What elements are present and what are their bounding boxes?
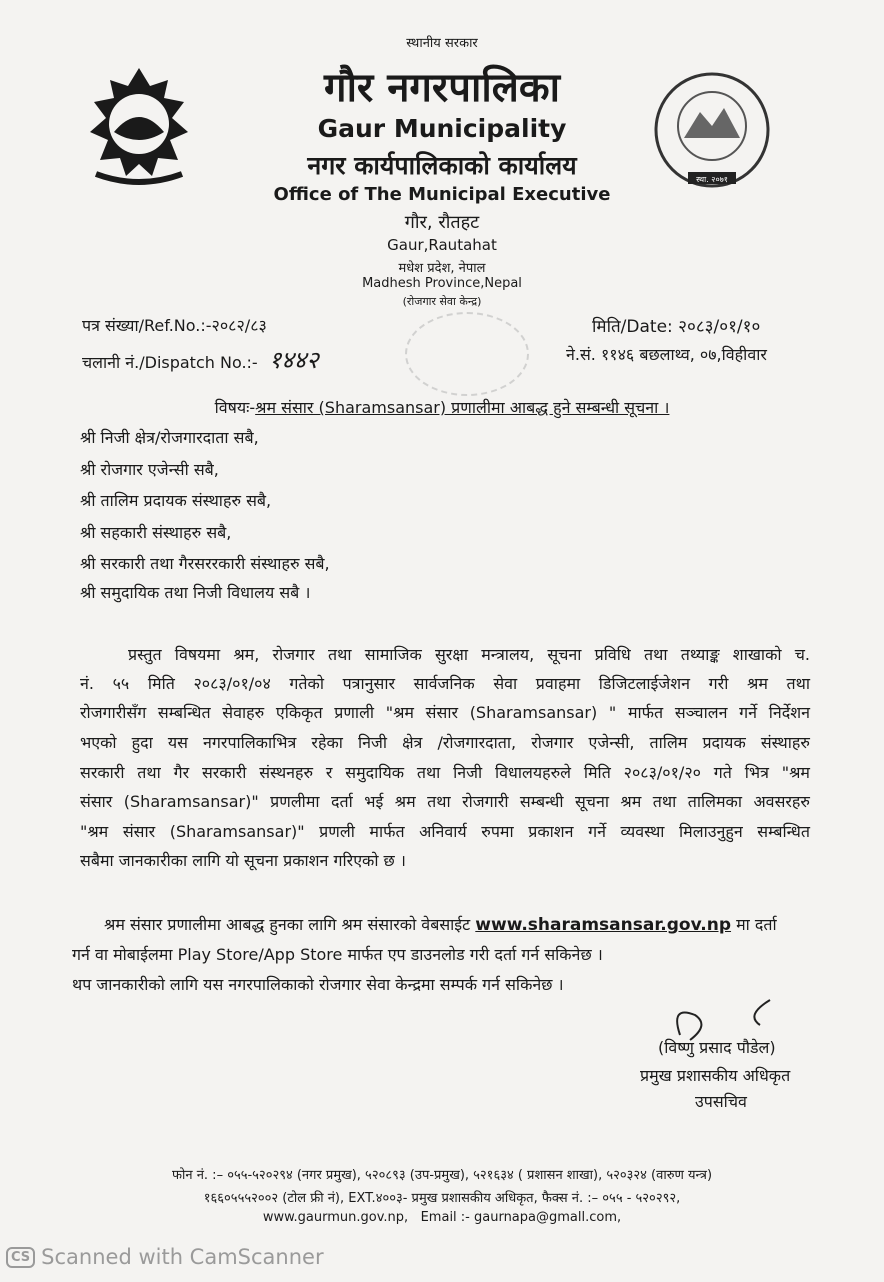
- date: मिति/Date: २०८३/०१/१०: [592, 317, 761, 337]
- recipient: श्री रोजगार एजेन्सी सबै,: [80, 460, 219, 479]
- dispatch-number: १४४२: [268, 346, 319, 374]
- subject-label: विषयः-: [214, 398, 256, 417]
- office-name-np: नगर कार्यपालिकाको कार्यालय: [307, 151, 577, 180]
- subject-text: श्रम संसार (Sharamsansar) प्रणालीमा आबद्ध हुने सम्बन्धी सूचना ।: [255, 398, 670, 417]
- subject: [0, 396, 884, 418]
- body-line: सबैमा जानकारीका लागि यो सूचना प्रकाशन गरिएको छ ।: [80, 851, 406, 870]
- footer-web-email: [0, 1210, 884, 1225]
- camscanner-icon: CS: [6, 1247, 35, 1268]
- recipient: श्री सहकारी संस्थाहरु सबै,: [80, 523, 232, 542]
- unit-label: (रोजगार सेवा केन्द्र): [402, 295, 482, 308]
- local-gov-label: स्थानीय सरकार: [406, 36, 478, 51]
- body-line: सरकारी तथा गैर सरकारी संस्थनहरु र समुदायिक तथा निजी विधालयहरुले मिति २०८३/०१/२० गते भित्र "श्रम: [80, 763, 810, 782]
- municipality-name-np: गौर नगरपालिका: [324, 65, 560, 111]
- body-line: प्रस्तुत विषयमा श्रम, रोजगार तथा सामाजिक सुरक्षा मन्त्रालय, सूचना प्रविधि तथा तथ्याङ्क शाखाको च.: [128, 645, 810, 664]
- seal-year: स्था. २०७१: [696, 175, 728, 184]
- place-np: गौर, रौतहट: [404, 212, 480, 233]
- body-line: रोजगारीसँग सम्बन्धित सेवाहरु एकिकृत प्रणाली "श्रम संसार (Sharamsansar) " मार्फत सञ्चालन गर्ने निर्देशन: [80, 703, 810, 722]
- signatory-rank: उपसचिव: [695, 1092, 747, 1111]
- dispatch-label: [82, 343, 319, 376]
- body-line: नं. ५५ मिति २०८३/०१/०४ गतेको पत्रानुसार सार्वजनिक सेवा प्रवाहमा डिजिटलाईजेशन गरी श्रम तथा: [80, 674, 810, 693]
- app-store-line: गर्न वा मोबाईलमा Play Store/App Store मार्फत एप डाउनलोड गरी दर्ता गर्न सकिनेछ ।: [72, 945, 603, 964]
- sharamsansar-link[interactable]: www.sharamsansar.gov.np: [475, 915, 732, 935]
- ref-number: पत्र संख्या/Ref.No.:-२०८२/८३: [82, 316, 267, 335]
- footer-email[interactable]: Email :- gaurnapa@gmall.com,: [420, 1210, 622, 1225]
- dispatch-label-text: चलानी नं./Dispatch No.:-: [82, 353, 258, 372]
- recipient: श्री निजी क्षेत्र/रोजगारदाता सबै,: [80, 428, 259, 447]
- footer-tollfree-fax: १६६०५५५२००२ (टोल फ्री नं), EXT.४००३- प्रमुख प्रशासकीय अधिकृत, फैक्स नं. :– ०५५ - ५२०२९२,: [203, 1191, 681, 1206]
- body-line: संसार (Sharamsansar)" प्रणलीमा दर्ता भई श्रम तथा रोजगारी सम्बन्धी सूचना श्रम तथा तालिमका अवसरहरु: [80, 792, 810, 811]
- watermark-text: Scanned with CamScanner: [41, 1245, 324, 1269]
- recipient: श्री सरकारी तथा गैरसररकारी संस्थाहरु सबै,: [80, 554, 330, 573]
- signatory-name: (विष्णु प्रसाद पौडेल): [658, 1038, 776, 1057]
- recipient: श्री तालिम प्रदायक संस्थाहरु सबै,: [80, 491, 272, 510]
- website-line-suffix: मा दर्ता: [731, 915, 777, 934]
- nepal-sambat-date: ने.सं. ११४६ बछलाथ्व, ०७,विहीवार: [566, 345, 767, 364]
- place-en: Gaur,Rautahat: [387, 236, 497, 254]
- footer-phones: फोन नं. :– ०५५-५२०२९४ (नगर प्रमुख), ५२०८९३ (उप-प्रमुख), ५२१६३४ ( प्रशासन शाखा), ५२०३२४ (वारुण यन्त्र): [171, 1168, 713, 1183]
- province-en: Madhesh Province,Nepal: [362, 276, 522, 291]
- body-line: "श्रम संसार (Sharamsansar)" प्रणली मार्फत अनिवार्य रुपमा प्रकाशन गर्ने व्यवस्था मिलाउनुहुन सम्बन्धित: [80, 822, 810, 841]
- province-np: मधेश प्रदेश, नेपाल: [398, 261, 486, 276]
- website-line: [104, 913, 777, 935]
- contact-line: थप जानकारीको लागि यस नगरपालिकाको रोजगार सेवा केन्द्रमा सम्पर्क गर्न सकिनेछ ।: [72, 975, 564, 994]
- recipient: श्री समुदायिक तथा निजी विधालय सबै ।: [80, 583, 311, 602]
- municipality-name-en: Gaur Municipality: [317, 114, 567, 143]
- body-line: भएको हुदा यस नगरपालिकाभित्र रहेका निजी क्षेत्र /रोजगारदाता, रोजगार एजेन्सी, तालिम प्रदायक संस्थाहरु: [80, 733, 810, 752]
- footer-website[interactable]: www.gaurmun.gov.np,: [262, 1210, 409, 1225]
- camscanner-watermark: [6, 1245, 324, 1269]
- signatory-title: प्रमुख प्रशासकीय अधिकृत: [640, 1066, 791, 1085]
- office-stamp: [405, 312, 529, 396]
- office-name-en: Office of The Municipal Executive: [273, 184, 611, 205]
- website-line-text: श्रम संसार प्रणालीमा आबद्ध हुनका लागि श्रम संसारको वेबसाईट: [104, 915, 476, 934]
